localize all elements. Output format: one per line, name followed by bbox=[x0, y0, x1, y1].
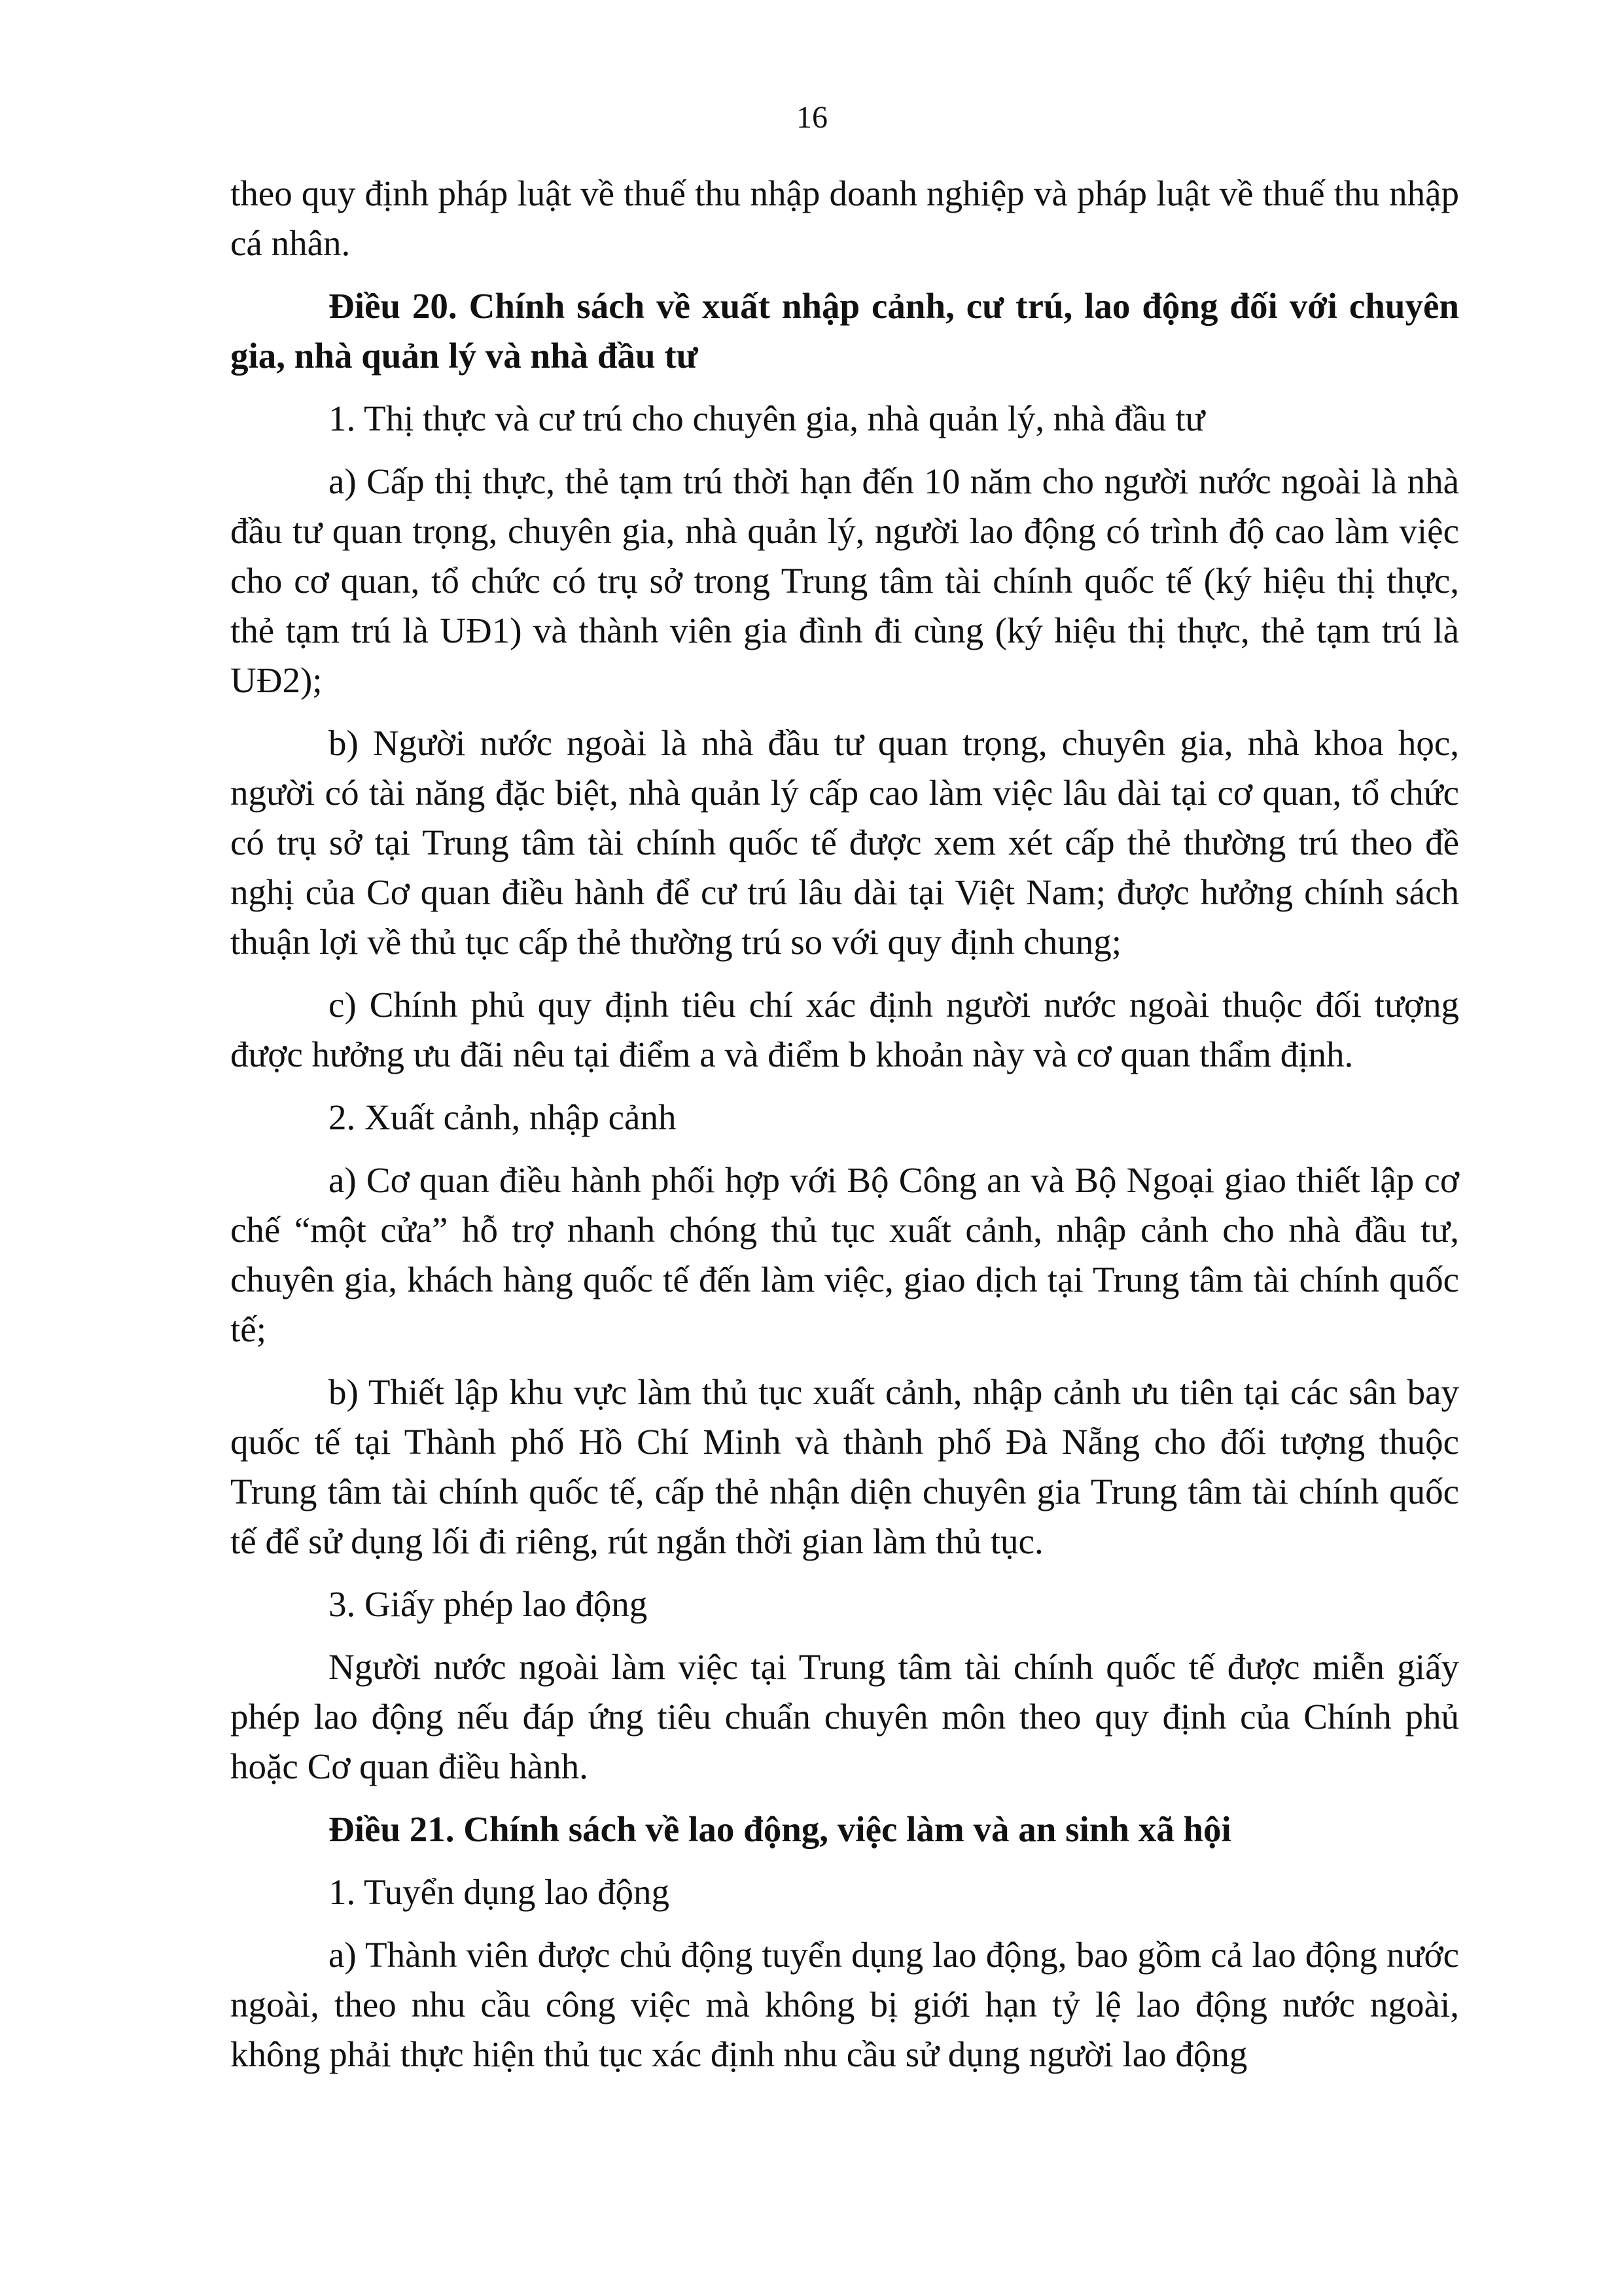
point-a-visa-grant: a) Cấp thị thực, thẻ tạm trú thời hạn đến 10 năm cho người nước ngoài là nhà đầu tư quan trọng, chuyên gia, nhà quản lý, người lao động có trình độ cao làm việc cho cơ quan, tổ chức có trụ sở trong Trung tâm tài chính quốc tế (ký hiệu thị thực, thẻ tạm trú là UĐ1) và thành viên gia đình đi cùng (ký hiệu thị thực, thẻ tạm trú là UĐ2); bbox=[230, 461, 1459, 700]
clause-1-visa-residence: 1. Thị thực và cư trú cho chuyên gia, nhà quản lý, nhà đầu tư bbox=[328, 398, 1205, 438]
clause-3-work-permit: 3. Giấy phép lao động bbox=[328, 1584, 648, 1624]
point-b-permanent-residence: b) Người nước ngoài là nhà đầu tư quan trọng, chuyên gia, nhà khoa học, người có tài năng đặc biệt, nhà quản lý cấp cao làm việc lâu dài tại cơ quan, tổ chức có trụ sở tại Trung tâm tài chính quốc tế được xem xét cấp thẻ thường trú theo đề nghị của Cơ quan điều hành để cư trú lâu dài tại Việt Nam; được hưởng chính sách thuận lợi về thủ tục cấp thẻ thường trú so với quy định chung; bbox=[230, 723, 1459, 962]
paragraph-tax-continuation: theo quy định pháp luật về thuế thu nhập doanh nghiệp và pháp luật về thuế thu nhập cá nhân. bbox=[230, 173, 1459, 263]
point-a-one-stop: a) Cơ quan điều hành phối hợp với Bộ Công an và Bộ Ngoại giao thiết lập cơ chế “một cửa” hỗ trợ nhanh chóng thủ tục xuất cảnh, nhập cảnh cho nhà đầu tư, chuyên gia, khách hàng quốc tế đến làm việc, giao dịch tại Trung tâm tài chính quốc tế; bbox=[230, 1160, 1459, 1349]
point-b-priority-area: b) Thiết lập khu vực làm thủ tục xuất cảnh, nhập cảnh ưu tiên tại các sân bay quốc tế tại Thành phố Hồ Chí Minh và thành phố Đà Nẵng cho đối tượng thuộc Trung tâm tài chính quốc tế, cấp thẻ nhận diện chuyên gia Trung tâm tài chính quốc tế để sử dụng lối đi riêng, rút ngắn thời gian làm thủ tục. bbox=[230, 1372, 1459, 1561]
clause-2-exit-entry: 2. Xuất cảnh, nhập cảnh bbox=[328, 1097, 677, 1137]
point-a-recruitment: a) Thành viên được chủ động tuyển dụng lao động, bao gồm cả lao động nước ngoài, theo nhu cầu công việc mà không bị giới hạn tỷ lệ lao động nước ngoài, không phải thực hiện thủ tục xác định nhu cầu sử dụng người lao động bbox=[230, 1935, 1459, 2074]
article-21-heading: Điều 21. Chính sách về lao động, việc làm và an sinh xã hội bbox=[328, 1809, 1231, 1849]
article-20-heading: Điều 20. Chính sách về xuất nhập cảnh, cư trú, lao động đối với chuyên gia, nhà quản lý và nhà đầu tư bbox=[230, 286, 1459, 376]
point-c-criteria: c) Chính phủ quy định tiêu chí xác định người nước ngoài thuộc đối tượng được hưởng ưu đãi nêu tại điểm a và điểm b khoản này và cơ quan thẩm định. bbox=[230, 985, 1459, 1074]
clause-1-recruitment: 1. Tuyển dụng lao động bbox=[328, 1872, 670, 1912]
page-number: 16 bbox=[796, 100, 828, 135]
paragraph-work-permit-exemption: Người nước ngoài làm việc tại Trung tâm tài chính quốc tế được miễn giấy phép lao động nếu đáp ứng tiêu chuẩn chuyên môn theo quy định của Chính phủ hoặc Cơ quan điều hành. bbox=[230, 1647, 1459, 1786]
document-body bbox=[230, 169, 1459, 2093]
